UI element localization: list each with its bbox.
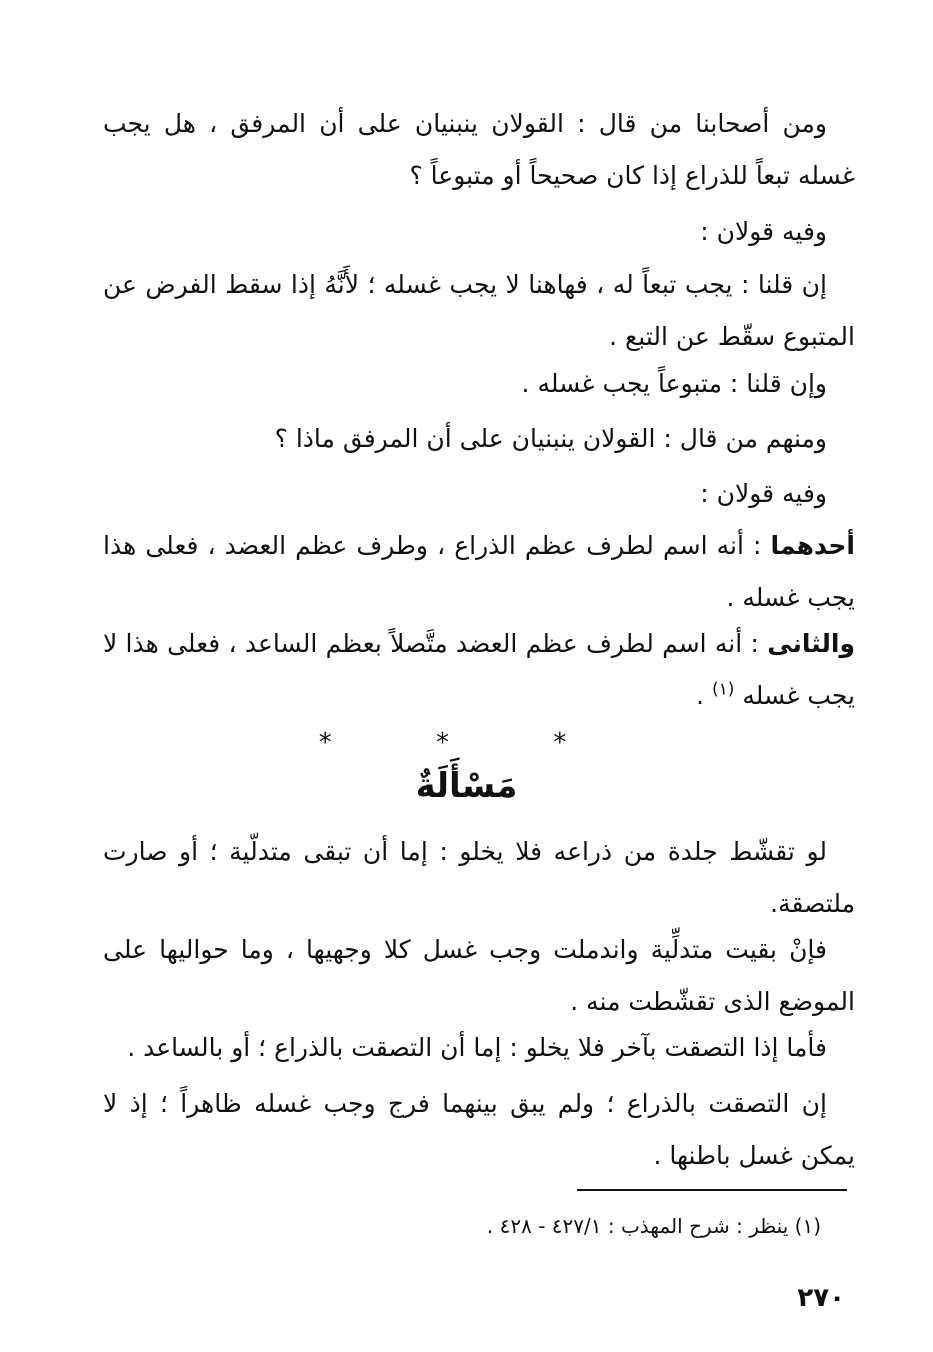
section-paragraph-1: لو تقشّط جلدة من ذراعه فلا يخلو : إما أن تبقى متدلّية ؛ أو صارت ملتصقة. bbox=[103, 837, 855, 918]
first-opinion-paragraph bbox=[103, 520, 855, 624]
footnote-divider bbox=[577, 1189, 847, 1191]
paragraph-4: وإن قلنا : متبوعاً يجب غسله . bbox=[521, 369, 827, 398]
second-opinion-text: : أنه اسم لطرف عظم العضد متَّصلاً بعظم الساعد ، فعلى هذا لا يجب غسله bbox=[103, 629, 855, 710]
page-number: ٢٧٠ bbox=[797, 1283, 845, 1313]
footnote: (١) ينظر : شرح المهذب : ٤٢٧/١ - ٤٢٨ . bbox=[486, 1214, 821, 1238]
section-paragraph-3: فأما إذا التصقت بآخر فلا يخلو : إما أن التصقت بالذراع ؛ أو بالساعد . bbox=[127, 1033, 827, 1062]
footnote-reference: (١) bbox=[711, 679, 735, 700]
second-opinion-label: والثانى bbox=[767, 629, 855, 658]
first-opinion-label: أحدهما bbox=[770, 531, 855, 560]
paragraph-5: ومنهم من قال : القولان ينبنيان على أن المرفق ماذا ؟ bbox=[274, 424, 827, 453]
section-heading: مَسْأَلَةٌ bbox=[415, 766, 518, 806]
section-paragraph-4: إن التصقت بالذراع ؛ ولم يبق بينهما فرج وجب غسله ظاهراً ؛ إذ لا يمكن غسل باطنها . bbox=[103, 1089, 855, 1170]
paragraph-2: وفيه قولان : bbox=[700, 217, 827, 246]
first-opinion-text: : أنه اسم لطرف عظم الذراع ، وطرف عظم العضد ، فعلى هذا يجب غسله . bbox=[103, 531, 855, 612]
second-opinion-end: . bbox=[696, 681, 712, 710]
paragraph-6: وفيه قولان : bbox=[700, 479, 827, 508]
paragraph-1: ومن أصحابنا من قال : القولان ينبنيان على أن المرفق ، هل يجب غسله تبعاً للذراع إذا كان صحيحاً أو متبوعاً ؟ bbox=[103, 109, 855, 190]
section-paragraph-2: فإنْ بقيت متدلِّية واندملت وجب غسل كلا وجهيها ، وما حواليها على الموضع الذى تقشّطت منه . bbox=[103, 935, 855, 1016]
section-separator: * * * bbox=[318, 728, 615, 758]
second-opinion-paragraph bbox=[103, 618, 855, 722]
paragraph-3: إن قلنا : يجب تبعاً له ، فهاهنا لا يجب غسله ؛ لأَنَّهُ إذا سقط الفرض عن المتبوع سقّط عن التبع . bbox=[103, 270, 855, 351]
